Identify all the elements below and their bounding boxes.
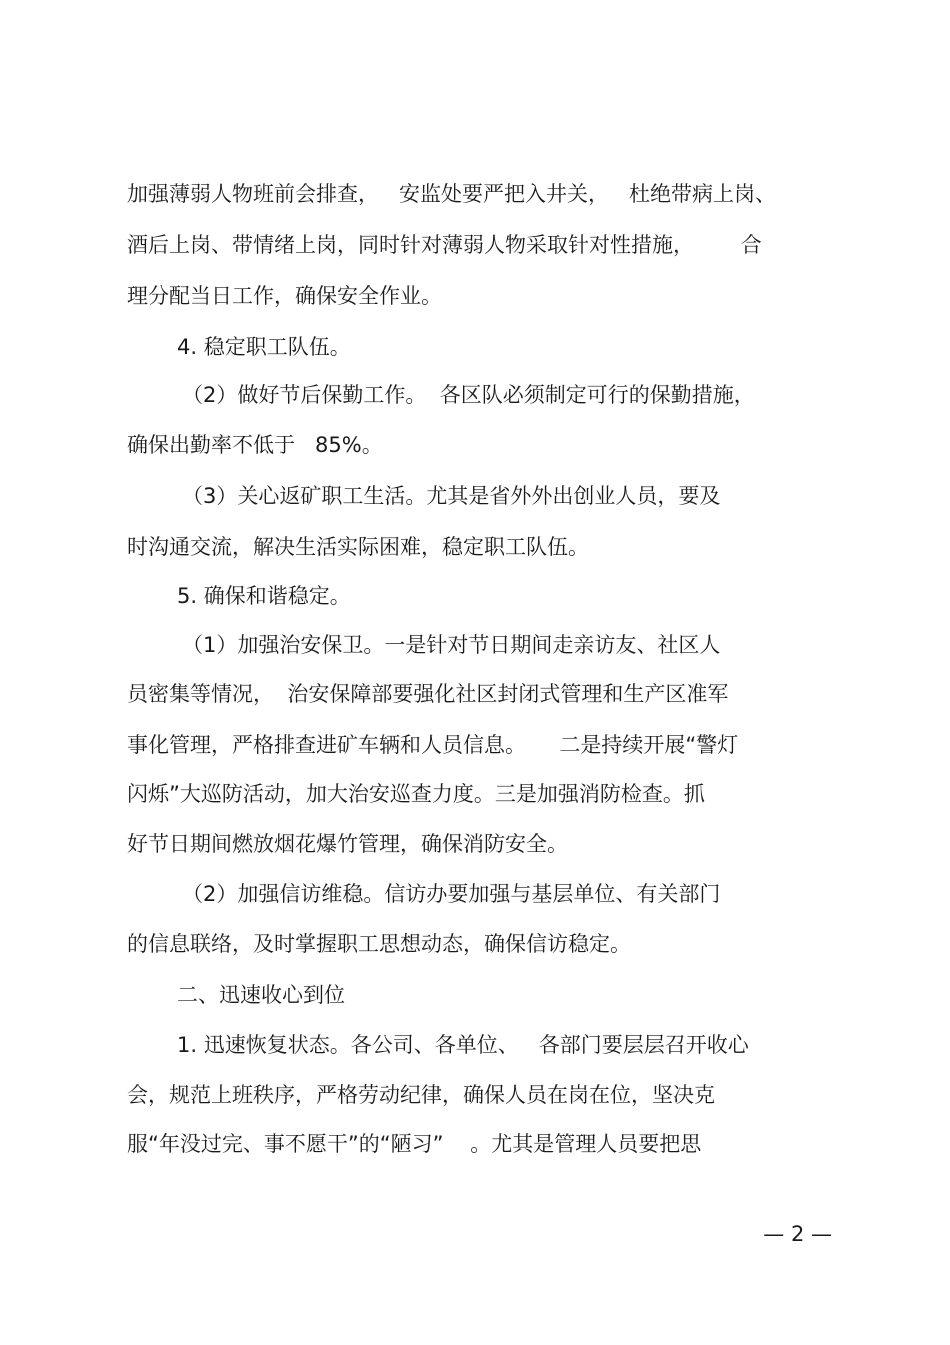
section-heading-5: 5. 确保和谐稳定。 [177, 584, 351, 608]
text-line-18: 1. 迅速恢复状态。各公司、各单位、 各部门要层层召开收心 [177, 1033, 749, 1057]
text-line-11: 员密集等情况， 治安保障部要强化社区封闭式管理和生产区准军 [127, 682, 729, 706]
text-line-2: 酒后上岗、带情绪上岗，同时针对薄弱人物采取针对性措施， 合 [127, 233, 762, 257]
page-number: — 2 — [763, 1222, 832, 1246]
text-line-8: 时沟通交流，解决生活实际困难，稳定职工队伍。 [127, 535, 589, 559]
text-line-3: 理分配当日工作，确保安全作业。 [127, 284, 442, 308]
text-line-16: 的信息联络，及时掌握职工思想动态，确保信访稳定。 [127, 932, 631, 956]
text-line-14: 好节日期间燃放烟花爆竹管理，确保消防安全。 [127, 832, 568, 856]
text-line-1: 加强薄弱人物班前会排查， 安监处要严把入井关， 杜绝带病上岗、 [127, 182, 777, 206]
text-line-19: 会，规范上班秩序，严格劳动纪律，确保人员在岗在位，坚决克 [127, 1083, 715, 1107]
text-line-6: 确保出勤率不低于 85%。 [127, 433, 383, 457]
section-heading-4: 4. 稳定职工队伍。 [177, 335, 351, 359]
text-line-7: （3）关心返矿职工生活。尤其是省外外出创业人员，要及 [182, 484, 721, 508]
text-line-20: 服“年没过完、事不愿干”的“陋习” 。尤其是管理人员要把思 [127, 1132, 702, 1156]
text-line-15: （2）加强信访维稳。信访办要加强与基层单位、有关部门 [182, 882, 721, 906]
text-line-12: 事化管理，严格排查进矿车辆和人员信息。 二是持续开展“警灯 [127, 733, 739, 757]
text-line-10: （1）加强治安保卫。一是针对节日期间走亲访友、社区人 [182, 633, 721, 657]
text-line-13: 闪烁”大巡防活动，加大治安巡查力度。三是加强消防检查。抓 [127, 782, 705, 806]
section-heading-two: 二、迅速收心到位 [177, 983, 345, 1007]
text-line-5: （2）做好节后保勤工作。 各区队必须制定可行的保勤措施， [182, 383, 755, 407]
